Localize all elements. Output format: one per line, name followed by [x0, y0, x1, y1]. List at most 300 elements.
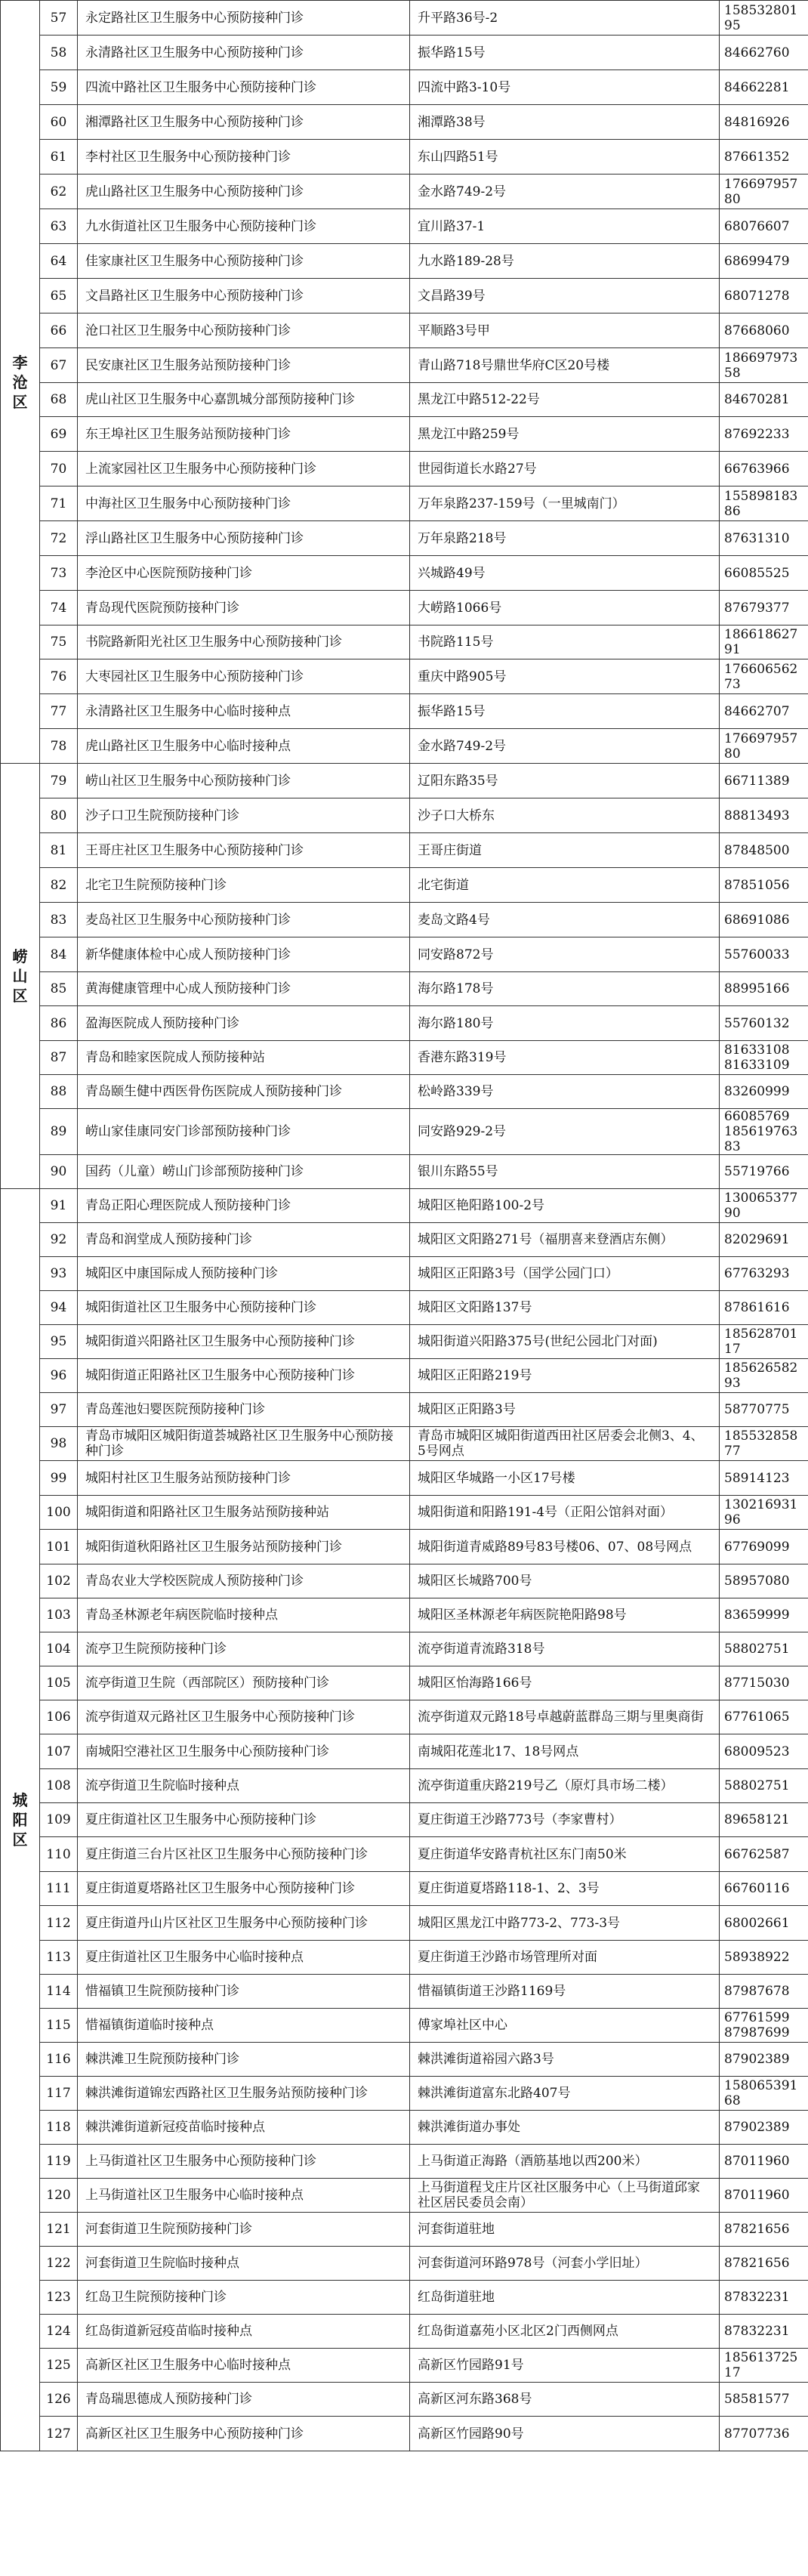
- table-row: [1, 625, 808, 659]
- site-name: 上马街道社区卫生服务中心临时接种点: [78, 2179, 410, 2213]
- site-phone: 88995166: [720, 972, 808, 1006]
- row-number: 125: [40, 2349, 78, 2383]
- table-row: [1, 1496, 808, 1530]
- site-name: 青岛和润堂成人预防接种门诊: [78, 1223, 410, 1257]
- row-number: 110: [40, 1837, 78, 1872]
- site-address: 振华路15号: [410, 694, 720, 729]
- table-row: [1, 1769, 808, 1803]
- site-phone: 68076607: [720, 209, 808, 244]
- site-name: 王哥庄社区卫生服务中心预防接种门诊: [78, 833, 410, 868]
- row-number: 64: [40, 244, 78, 279]
- row-number: 67: [40, 348, 78, 383]
- site-phone: 18553285877: [720, 1427, 808, 1461]
- row-number: 72: [40, 521, 78, 556]
- table-row: [1, 417, 808, 452]
- site-phone: 83260999: [720, 1075, 808, 1109]
- site-address: 海尔路180号: [410, 1006, 720, 1041]
- row-number: 101: [40, 1530, 78, 1564]
- site-name: 李村社区卫生服务中心预防接种门诊: [78, 140, 410, 175]
- table-row: [1, 2145, 808, 2179]
- table-row: [1, 2315, 808, 2349]
- site-phone: 58914123: [720, 1461, 808, 1496]
- site-address: 河套街道河环路978号（河套小学旧址）: [410, 2247, 720, 2281]
- table-row: [1, 140, 808, 175]
- site-name: 浮山路社区卫生服务中心预防接种门诊: [78, 521, 410, 556]
- table-row: [1, 2213, 808, 2247]
- site-phone: 68071278: [720, 279, 808, 314]
- site-address: 城阳区华城路一小区17号楼: [410, 1461, 720, 1496]
- row-number: 61: [40, 140, 78, 175]
- row-number: 115: [40, 2009, 78, 2043]
- site-name: 民安康社区卫生服务站预防接种门诊: [78, 348, 410, 383]
- site-phone: 66085769 18561976383: [720, 1109, 808, 1155]
- site-address: 平顺路3号甲: [410, 314, 720, 348]
- site-phone: 66763966: [720, 452, 808, 486]
- site-name: 国药（儿童）崂山门诊部预防接种门诊: [78, 1155, 410, 1189]
- site-phone: 88813493: [720, 798, 808, 833]
- site-address: 万年泉路218号: [410, 521, 720, 556]
- site-name: 北宅卫生院预防接种门诊: [78, 868, 410, 903]
- site-address: 城阳区正阳路219号: [410, 1359, 720, 1393]
- site-address: 黑龙江中路259号: [410, 417, 720, 452]
- site-phone: 84662707: [720, 694, 808, 729]
- row-number: 109: [40, 1803, 78, 1837]
- site-address: 棘洪滩街道裕园六路3号: [410, 2043, 720, 2077]
- site-address: 香港东路319号: [410, 1041, 720, 1075]
- table-row: [1, 868, 808, 903]
- site-name: 惜福镇街道临时接种点: [78, 2009, 410, 2043]
- site-address: 城阳区长城路700号: [410, 1564, 720, 1598]
- table-row: [1, 36, 808, 70]
- table-row: [1, 798, 808, 833]
- site-phone: 68009523: [720, 1734, 808, 1769]
- table-row: [1, 1075, 808, 1109]
- row-number: 90: [40, 1155, 78, 1189]
- row-number: 60: [40, 105, 78, 140]
- site-name: 青岛现代医院预防接种门诊: [78, 591, 410, 625]
- row-number: 99: [40, 1461, 78, 1496]
- row-number: 122: [40, 2247, 78, 2281]
- site-name: 虎山社区卫生服务中心嘉凯城分部预防接种门诊: [78, 383, 410, 417]
- row-number: 108: [40, 1769, 78, 1803]
- row-number: 91: [40, 1189, 78, 1223]
- table-row: [1, 2009, 808, 2043]
- site-address: 北宅街道: [410, 868, 720, 903]
- site-address: 辽阳东路35号: [410, 764, 720, 798]
- row-number: 127: [40, 2417, 78, 2451]
- site-address: 同安路872号: [410, 937, 720, 972]
- row-number: 78: [40, 729, 78, 764]
- site-name: 高新区社区卫生服务中心预防接种门诊: [78, 2417, 410, 2451]
- site-name: 青岛市城阳区城阳街道荟城路社区卫生服务中心预防接种门诊: [78, 1427, 410, 1461]
- table-row: [1, 1598, 808, 1632]
- table-row: [1, 1291, 808, 1325]
- site-address: 上马街道程戈庄片区社区服务中心（上马街道邱家社区居民委员会南）: [410, 2179, 720, 2213]
- site-address: 文昌路39号: [410, 279, 720, 314]
- site-name: 崂山社区卫生服务中心预防接种门诊: [78, 764, 410, 798]
- site-phone: 87902389: [720, 2111, 808, 2145]
- site-name: 流亭街道卫生院（西部院区）预防接种门诊: [78, 1666, 410, 1700]
- table-row: [1, 209, 808, 244]
- site-address: 流亭街道重庆路219号乙（原灯具市场二楼）: [410, 1769, 720, 1803]
- site-address: 书院路115号: [410, 625, 720, 659]
- row-number: 86: [40, 1006, 78, 1041]
- site-name: 城阳村社区卫生服务站预防接种门诊: [78, 1461, 410, 1496]
- table-row: [1, 1975, 808, 2009]
- site-phone: 68691086: [720, 903, 808, 937]
- site-name: 盈海医院成人预防接种门诊: [78, 1006, 410, 1041]
- table-row: [1, 244, 808, 279]
- site-name: 九水街道社区卫生服务中心预防接种门诊: [78, 209, 410, 244]
- site-address: 麦岛文路4号: [410, 903, 720, 937]
- site-name: 青岛圣林源老年病医院临时接种点: [78, 1598, 410, 1632]
- site-name: 麦岛社区卫生服务中心预防接种门诊: [78, 903, 410, 937]
- row-number: 119: [40, 2145, 78, 2179]
- site-name: 城阳区中康国际成人预防接种门诊: [78, 1257, 410, 1291]
- table-row: [1, 1189, 808, 1223]
- table-row: [1, 279, 808, 314]
- table-row: [1, 1461, 808, 1496]
- site-phone: 17669795780: [720, 729, 808, 764]
- row-number: 87: [40, 1041, 78, 1075]
- site-phone: 13021693196: [720, 1496, 808, 1530]
- row-number: 113: [40, 1941, 78, 1975]
- site-phone: 58802751: [720, 1632, 808, 1666]
- site-name: 青岛正阳心理医院成人预防接种门诊: [78, 1189, 410, 1223]
- row-number: 85: [40, 972, 78, 1006]
- table-row: [1, 2247, 808, 2281]
- site-address: 夏庄街道夏塔路118-1、2、3号: [410, 1872, 720, 1906]
- row-number: 104: [40, 1632, 78, 1666]
- site-phone: 87715030: [720, 1666, 808, 1700]
- site-address: 夏庄街道王沙路773号（李家曹村）: [410, 1803, 720, 1837]
- row-number: 84: [40, 937, 78, 972]
- site-name: 崂山家佳康同安门诊部预防接种门诊: [78, 1109, 410, 1155]
- site-phone: 17660656273: [720, 659, 808, 694]
- row-number: 100: [40, 1496, 78, 1530]
- row-number: 107: [40, 1734, 78, 1769]
- row-number: 57: [40, 1, 78, 36]
- site-phone: 87679377: [720, 591, 808, 625]
- site-phone: 67761599 87987699: [720, 2009, 808, 2043]
- table-row: [1, 314, 808, 348]
- site-address: 海尔路178号: [410, 972, 720, 1006]
- table-row: [1, 1734, 808, 1769]
- site-phone: 67763293: [720, 1257, 808, 1291]
- row-number: 117: [40, 2077, 78, 2111]
- site-address: 高新区竹园路90号: [410, 2417, 720, 2451]
- site-phone: 58938922: [720, 1941, 808, 1975]
- site-phone: 18561372517: [720, 2349, 808, 2383]
- site-name: 夏庄街道丹山片区社区卫生服务中心预防接种门诊: [78, 1906, 410, 1941]
- site-address: 金水路749-2号: [410, 729, 720, 764]
- table-row: [1, 937, 808, 972]
- row-number: 76: [40, 659, 78, 694]
- site-address: 傅家埠社区中心: [410, 2009, 720, 2043]
- site-name: 青岛莲池妇婴医院预防接种门诊: [78, 1393, 410, 1427]
- site-address: 青岛市城阳区城阳街道西田社区居委会北侧3、4、5号网点: [410, 1427, 720, 1461]
- table-row: [1, 1393, 808, 1427]
- site-phone: 87851056: [720, 868, 808, 903]
- row-number: 116: [40, 2043, 78, 2077]
- table-row: [1, 383, 808, 417]
- site-phone: 89658121: [720, 1803, 808, 1837]
- site-name: 红岛卫生院预防接种门诊: [78, 2281, 410, 2315]
- row-number: 77: [40, 694, 78, 729]
- row-number: 93: [40, 1257, 78, 1291]
- site-address: 兴城路49号: [410, 556, 720, 591]
- site-address: 湘潭路38号: [410, 105, 720, 140]
- row-number: 62: [40, 175, 78, 209]
- row-number: 69: [40, 417, 78, 452]
- table-row: [1, 2043, 808, 2077]
- site-phone: 66085525: [720, 556, 808, 591]
- row-number: 66: [40, 314, 78, 348]
- site-phone: 81633108 81633109: [720, 1041, 808, 1075]
- site-phone: 67761065: [720, 1700, 808, 1734]
- site-phone: 13006537790: [720, 1189, 808, 1223]
- site-address: 九水路189-28号: [410, 244, 720, 279]
- site-phone: 87011960: [720, 2179, 808, 2213]
- site-address: 东山四路51号: [410, 140, 720, 175]
- row-number: 106: [40, 1700, 78, 1734]
- site-phone: 87821656: [720, 2213, 808, 2247]
- site-name: 城阳街道正阳路社区卫生服务中心预防接种门诊: [78, 1359, 410, 1393]
- site-name: 永定路社区卫生服务中心预防接种门诊: [78, 1, 410, 36]
- table-row: [1, 1006, 808, 1041]
- site-name: 永清路社区卫生服务中心临时接种点: [78, 694, 410, 729]
- site-phone: 55719766: [720, 1155, 808, 1189]
- table-row: [1, 486, 808, 521]
- site-phone: 87668060: [720, 314, 808, 348]
- table-row: [1, 2383, 808, 2417]
- row-number: 81: [40, 833, 78, 868]
- site-phone: 82029691: [720, 1223, 808, 1257]
- row-number: 120: [40, 2179, 78, 2213]
- site-phone: 66762587: [720, 1837, 808, 1872]
- site-name: 棘洪滩卫生院预防接种门诊: [78, 2043, 410, 2077]
- table-row: [1, 903, 808, 937]
- site-phone: 87848500: [720, 833, 808, 868]
- site-name: 城阳街道社区卫生服务中心预防接种门诊: [78, 1291, 410, 1325]
- site-name: 东王埠社区卫生服务站预防接种门诊: [78, 417, 410, 452]
- site-address: 流亭街道双元路18号卓越蔚蓝群岛三期与里奥商街: [410, 1700, 720, 1734]
- table-row: [1, 1155, 808, 1189]
- site-name: 河套街道卫生院临时接种点: [78, 2247, 410, 2281]
- site-address: 振华路15号: [410, 36, 720, 70]
- row-number: 74: [40, 591, 78, 625]
- site-name: 惜福镇卫生院预防接种门诊: [78, 1975, 410, 2009]
- site-phone: 87832231: [720, 2315, 808, 2349]
- site-phone: 58581577: [720, 2383, 808, 2417]
- row-number: 59: [40, 70, 78, 105]
- table-row: [1, 1906, 808, 1941]
- site-address: 银川东路55号: [410, 1155, 720, 1189]
- site-address: 金水路749-2号: [410, 175, 720, 209]
- site-name: 棘洪滩街道锦宏西路社区卫生服务站预防接种门诊: [78, 2077, 410, 2111]
- site-address: 红岛街道驻地: [410, 2281, 720, 2315]
- row-number: 94: [40, 1291, 78, 1325]
- site-phone: 58802751: [720, 1769, 808, 1803]
- row-number: 96: [40, 1359, 78, 1393]
- table-row: [1, 1666, 808, 1700]
- site-name: 高新区社区卫生服务中心临时接种点: [78, 2349, 410, 2383]
- site-name: 新华健康体检中心成人预防接种门诊: [78, 937, 410, 972]
- table-row: [1, 105, 808, 140]
- site-name: 大枣园社区卫生服务中心预防接种门诊: [78, 659, 410, 694]
- site-address: 棘洪滩街道办事处: [410, 2111, 720, 2145]
- site-phone: 87861616: [720, 1291, 808, 1325]
- row-number: 82: [40, 868, 78, 903]
- site-name: 沧口社区卫生服务中心预防接种门诊: [78, 314, 410, 348]
- district-cell: 崂山区: [1, 764, 40, 1189]
- table-row: [1, 591, 808, 625]
- site-name: 南城阳空港社区卫生服务中心预防接种门诊: [78, 1734, 410, 1769]
- site-address: 棘洪滩街道富东北路407号: [410, 2077, 720, 2111]
- table-row: [1, 1041, 808, 1075]
- site-address: 高新区竹园路91号: [410, 2349, 720, 2383]
- site-name: 夏庄街道夏塔路社区卫生服务中心预防接种门诊: [78, 1872, 410, 1906]
- table-row: [1, 1564, 808, 1598]
- row-number: 58: [40, 36, 78, 70]
- site-name: 黄海健康管理中心成人预防接种门诊: [78, 972, 410, 1006]
- site-address: 城阳区怡海路166号: [410, 1666, 720, 1700]
- row-number: 89: [40, 1109, 78, 1155]
- table-row: [1, 1257, 808, 1291]
- site-phone: 87832231: [720, 2281, 808, 2315]
- site-phone: 87011960: [720, 2145, 808, 2179]
- table-body: [1, 1, 808, 2451]
- table-row: [1, 1632, 808, 1666]
- site-phone: 87987678: [720, 1975, 808, 2009]
- table-row: [1, 2349, 808, 2383]
- site-address: 城阳区文阳路271号（福朋喜来登酒店东侧）: [410, 1223, 720, 1257]
- site-address: 重庆中路905号: [410, 659, 720, 694]
- site-name: 上马街道社区卫生服务中心预防接种门诊: [78, 2145, 410, 2179]
- site-address: 城阳区文阳路137号: [410, 1291, 720, 1325]
- site-address: 城阳街道兴阳路375号(世纪公园北门对面): [410, 1325, 720, 1359]
- table-row: [1, 1427, 808, 1461]
- table-row: [1, 1837, 808, 1872]
- row-number: 98: [40, 1427, 78, 1461]
- site-address: 沙子口大桥东: [410, 798, 720, 833]
- table-row: [1, 1359, 808, 1393]
- site-name: 书院路新阳光社区卫生服务中心预防接种门诊: [78, 625, 410, 659]
- table-row: [1, 764, 808, 798]
- site-name: 夏庄街道社区卫生服务中心临时接种点: [78, 1941, 410, 1975]
- site-address: 惜福镇街道王沙路1169号: [410, 1975, 720, 2009]
- row-number: 105: [40, 1666, 78, 1700]
- site-address: 上马街道正海路（酒筋基地以西200米）: [410, 2145, 720, 2179]
- district-cell: 李沧区: [1, 1, 40, 764]
- site-name: 夏庄街道社区卫生服务中心预防接种门诊: [78, 1803, 410, 1837]
- site-address: 城阳区正阳路3号（国学公园门口）: [410, 1257, 720, 1291]
- site-address: 万年泉路237-159号（一里城南门）: [410, 486, 720, 521]
- table-row: [1, 2417, 808, 2451]
- site-address: 河套街道驻地: [410, 2213, 720, 2247]
- site-name: 中海社区卫生服务中心预防接种门诊: [78, 486, 410, 521]
- table-row: [1, 70, 808, 105]
- site-address: 城阳区圣林源老年病医院艳阳路98号: [410, 1598, 720, 1632]
- site-address: 高新区河东路368号: [410, 2383, 720, 2417]
- table-row: [1, 1700, 808, 1734]
- row-number: 97: [40, 1393, 78, 1427]
- site-address: 红岛街道嘉苑小区北区2门西侧网点: [410, 2315, 720, 2349]
- site-name: 河套街道卫生院预防接种门诊: [78, 2213, 410, 2247]
- table-row: [1, 348, 808, 383]
- site-name: 棘洪滩街道新冠疫苗临时接种点: [78, 2111, 410, 2145]
- site-address: 松岭路339号: [410, 1075, 720, 1109]
- site-phone: 55760033: [720, 937, 808, 972]
- site-name: 流亭卫生院预防接种门诊: [78, 1632, 410, 1666]
- site-phone: 18562658293: [720, 1359, 808, 1393]
- site-address: 宜川路37-1: [410, 209, 720, 244]
- site-phone: 87821656: [720, 2247, 808, 2281]
- site-phone: 15806539168: [720, 2077, 808, 2111]
- site-address: 青山路718号鼎世华府C区20号楼: [410, 348, 720, 383]
- site-address: 四流中路3-10号: [410, 70, 720, 105]
- site-address: 南城阳花莲北17、18号网点: [410, 1734, 720, 1769]
- site-address: 同安路929-2号: [410, 1109, 720, 1155]
- table-row: [1, 1941, 808, 1975]
- site-phone: 84662760: [720, 36, 808, 70]
- row-number: 118: [40, 2111, 78, 2145]
- site-phone: 87902389: [720, 2043, 808, 2077]
- site-address: 世园街道长水路27号: [410, 452, 720, 486]
- table-row: [1, 2077, 808, 2111]
- row-number: 80: [40, 798, 78, 833]
- site-name: 青岛颐生健中西医骨伤医院成人预防接种门诊: [78, 1075, 410, 1109]
- site-phone: 84670281: [720, 383, 808, 417]
- table-row: [1, 694, 808, 729]
- row-number: 68: [40, 383, 78, 417]
- site-address: 城阳区艳阳路100-2号: [410, 1189, 720, 1223]
- site-address: 城阳街道和阳路191-4号（正阳公馆斜对面）: [410, 1496, 720, 1530]
- site-name: 文昌路社区卫生服务中心预防接种门诊: [78, 279, 410, 314]
- site-name: 城阳街道秋阳路社区卫生服务站预防接种门诊: [78, 1530, 410, 1564]
- site-phone: 17669795780: [720, 175, 808, 209]
- table-row: [1, 1109, 808, 1155]
- site-address: 黑龙江中路512-22号: [410, 383, 720, 417]
- site-phone: 87631310: [720, 521, 808, 556]
- site-name: 夏庄街道三台片区社区卫生服务中心预防接种门诊: [78, 1837, 410, 1872]
- site-name: 红岛街道新冠疫苗临时接种点: [78, 2315, 410, 2349]
- site-phone: 18562870117: [720, 1325, 808, 1359]
- site-name: 流亭街道卫生院临时接种点: [78, 1769, 410, 1803]
- site-phone: 66711389: [720, 764, 808, 798]
- site-name: 城阳街道兴阳路社区卫生服务中心预防接种门诊: [78, 1325, 410, 1359]
- table-row: [1, 1325, 808, 1359]
- table-row: [1, 1872, 808, 1906]
- row-number: 95: [40, 1325, 78, 1359]
- table-row: [1, 833, 808, 868]
- row-number: 103: [40, 1598, 78, 1632]
- site-name: 虎山路社区卫生服务中心临时接种点: [78, 729, 410, 764]
- site-phone: 15589818386: [720, 486, 808, 521]
- site-phone: 87707736: [720, 2417, 808, 2451]
- site-address: 大崂路1066号: [410, 591, 720, 625]
- site-address: 城阳街道青威路89号83号楼06、07、08号网点: [410, 1530, 720, 1564]
- site-name: 虎山路社区卫生服务中心预防接种门诊: [78, 175, 410, 209]
- table-row: [1, 175, 808, 209]
- site-phone: 58770775: [720, 1393, 808, 1427]
- site-phone: 83659999: [720, 1598, 808, 1632]
- row-number: 83: [40, 903, 78, 937]
- row-number: 114: [40, 1975, 78, 2009]
- site-name: 佳家康社区卫生服务中心预防接种门诊: [78, 244, 410, 279]
- site-address: 王哥庄街道: [410, 833, 720, 868]
- site-name: 流亭街道双元路社区卫生服务中心预防接种门诊: [78, 1700, 410, 1734]
